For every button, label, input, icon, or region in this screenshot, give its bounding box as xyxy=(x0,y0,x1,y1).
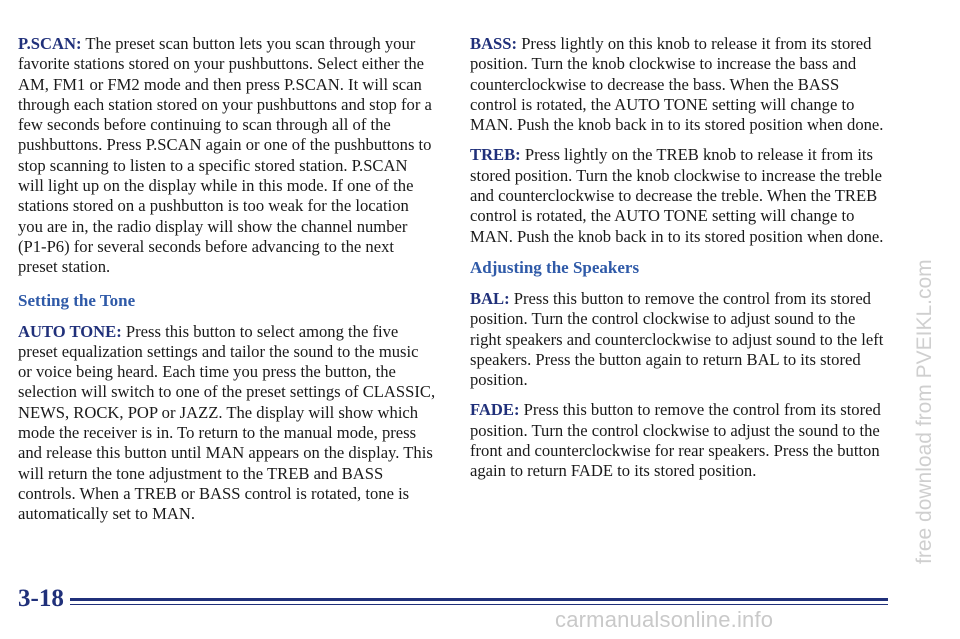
adjusting-the-speakers-heading: Adjusting the Speakers xyxy=(470,257,640,277)
side-watermark-text: free download from PVEIKL.com xyxy=(913,259,936,564)
treb-term: TREB: xyxy=(470,145,521,165)
left-column xyxy=(18,34,436,535)
pscan-paragraph xyxy=(18,34,436,278)
footer-watermark: carmanualsonline.info xyxy=(555,607,774,632)
treb-text: Press lightly on the TREB knob to release it from its stored position. Turn the knob clockwise to increase the treble and counterclockwise to decrease the treble. When the TREB control is rotated, the AUTO TONE setting will change to MAN. Push the knob back in to its stored position when done. xyxy=(470,145,884,246)
bass-term: BASS: xyxy=(470,34,518,53)
bass-paragraph xyxy=(470,34,890,135)
bal-term: BAL: xyxy=(470,288,510,308)
auto-tone-term: AUTO TONE: xyxy=(18,321,122,341)
fade-paragraph xyxy=(470,400,890,481)
fade-term: FADE: xyxy=(470,400,520,420)
auto-tone-text: Press this button to select among the five preset equalization settings and tailor the sound to the music or voice being heard. Each time you press the button, the selection will switch to one of the preset settings of CLASSIC, NEWS, ROCK, POP or JAZZ. The display will show which mode the receiver is in. To return to the manual mode, press and release this button until MAN appears on the display. This will return the tone adjustment to the TREB and BASS controls. When a TREB or BASS control is rotated, tone is automatically set to MAN. xyxy=(18,321,436,524)
bass-text: Press lightly on this knob to release it from its stored position. Turn the knob clockwise to increase the bass and counterclockwise to decrease the bass. When the BASS control is rotated, the AUTO TONE setting will change to MAN. Push the knob back in to its stored position when done. xyxy=(470,34,884,135)
footer-rule-thick xyxy=(70,598,888,601)
fade-text: Press this button to remove the control from its stored position. Turn the control clockwise to adjust the sound to the front and counterclockwise for rear speakers. Press the button again to return FADE to its stored position. xyxy=(470,400,881,481)
bal-text: Press this button to remove the control from its stored position. Turn the control clockwise to adjust sound to the right speakers and counterclockwise to adjust sound to the left speakers. Press the button again to return BAL to its stored position. xyxy=(470,288,884,390)
pscan-term: P.SCAN: xyxy=(18,34,82,53)
side-watermark-graphic xyxy=(906,6,940,566)
side-watermark xyxy=(906,6,940,566)
treb-paragraph xyxy=(470,145,890,246)
page-number: 3-18 xyxy=(18,585,64,612)
bal-paragraph xyxy=(470,289,890,390)
auto-tone-paragraph xyxy=(18,322,436,525)
setting-the-tone-heading: Setting the Tone xyxy=(18,290,136,310)
right-column xyxy=(470,34,890,492)
pscan-text: The preset scan button lets you scan through your favorite stations stored on your pushbuttons. Select either the AM, FM1 or FM2 mode and then press P.SCAN. It will scan through each station stored on your pushbuttons and stop for a few seconds before continuing to scan through all of the pushbuttons. Press P.SCAN again or one of the pushbuttons to stop scanning to listen to a specific stored station. P.SCAN will light up on the display while in this mode. If one of the stations stored on a pushbutton is too weak for the location you are in, the radio display will show the channel number (P1-P6) for several seconds before advancing to the next preset station. xyxy=(18,34,432,277)
footer-rule-thin xyxy=(70,604,888,605)
